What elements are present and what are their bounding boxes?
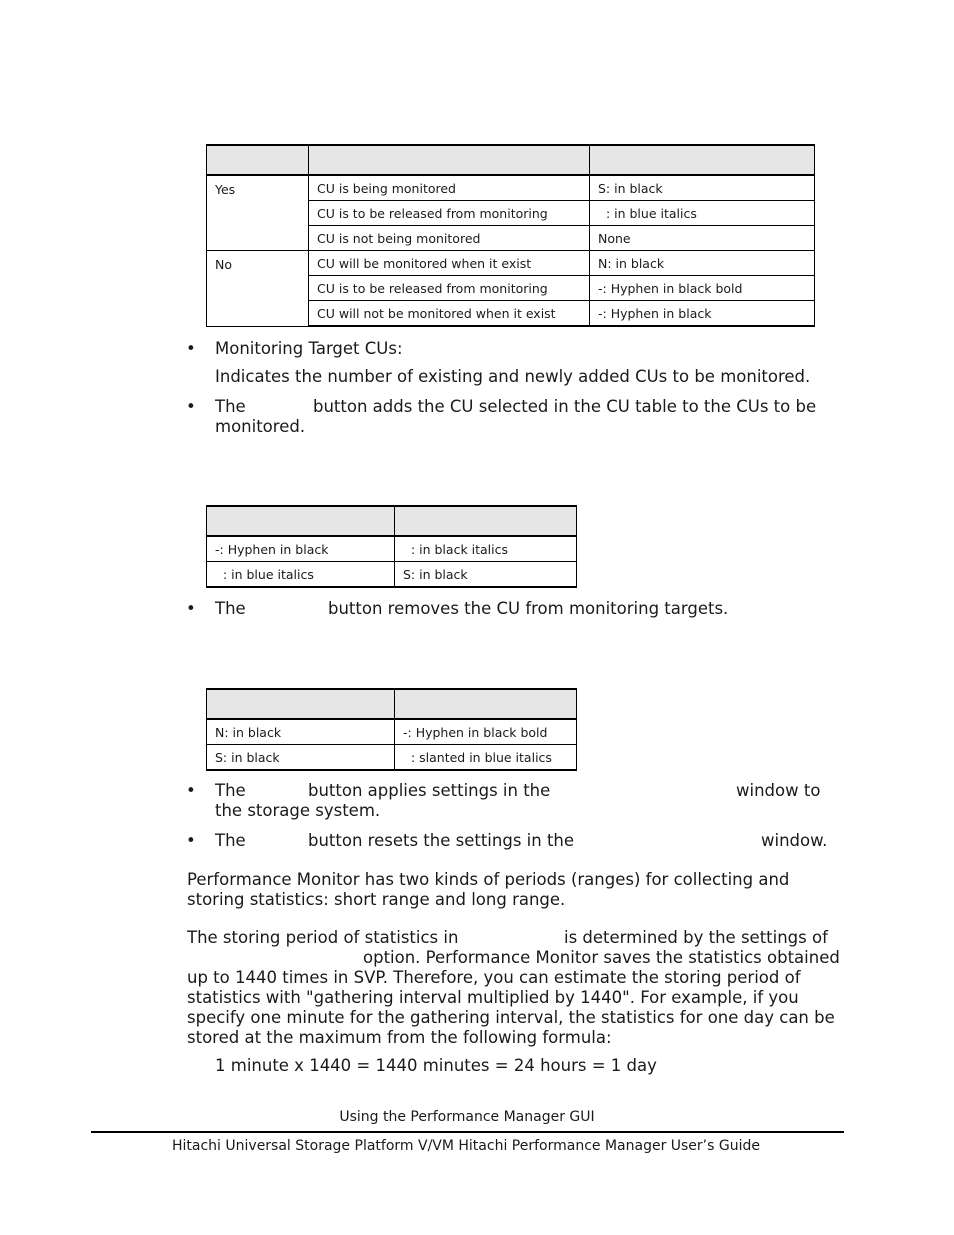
display-cell: None	[590, 226, 815, 251]
status-cell: CU is not being monitored	[309, 226, 590, 251]
paragraph-line: option. Performance Monitor saves the statistics obtained	[363, 948, 840, 967]
bullet-dot-icon: •	[186, 397, 196, 416]
after-cell: -: Hyphen in black bold	[395, 719, 577, 745]
bullet-dot-icon: •	[186, 339, 196, 358]
monitoring-target-desc: Indicates the number of existing and newly added CUs to be monitored.	[215, 367, 811, 386]
bullet-dot-icon: •	[186, 831, 196, 850]
paragraph-line: storing statistics: short range and long range.	[187, 890, 566, 909]
paragraph-line: specify one minute for the gathering interval, the statistics for one day can be	[187, 1008, 835, 1027]
paragraph-line: The storing period of statistics in	[187, 928, 459, 947]
table-row	[207, 251, 815, 276]
reset-the: The	[215, 831, 246, 850]
remove-transition-table	[206, 688, 577, 771]
apply-desc: button applies settings in the	[308, 781, 551, 800]
add-desc: button adds the CU selected in the CU table to the CUs to be	[313, 397, 817, 416]
table-row	[207, 536, 577, 562]
paragraph-periods	[187, 870, 789, 910]
status-cell: CU is to be released from monitoring	[309, 276, 590, 301]
display-cell: -: Hyphen in black bold	[590, 276, 815, 301]
before-cell: N: in black	[207, 719, 395, 745]
after-cell: : in black italics	[395, 536, 577, 562]
formula: 1 minute x 1440 = 1440 minutes = 24 hours = 1 day	[215, 1056, 657, 1075]
bullet-dot-icon: •	[186, 599, 196, 618]
footer-guide-title: Hitachi Universal Storage Platform V/VM Hitachi Performance Manager User’s Guide	[172, 1138, 760, 1154]
bullet-remove-button	[186, 599, 836, 621]
apply-desc-end: window to	[736, 781, 821, 800]
paragraph-line: Performance Monitor has two kinds of periods (ranges) for collecting and	[187, 870, 790, 889]
display-cell: S: in black	[590, 175, 815, 201]
bullet-add-button	[186, 397, 836, 439]
group-cell: Yes	[207, 175, 309, 251]
status-cell: CU is being monitored	[309, 175, 590, 201]
status-cell: CU will not be monitored when it exist	[309, 301, 590, 327]
before-cell: : in blue italics	[207, 562, 395, 588]
bullet-reset-button	[186, 831, 836, 853]
table-row	[207, 562, 577, 588]
table-header-row	[207, 145, 815, 175]
display-cell: : in blue italics	[590, 201, 815, 226]
before-cell: -: Hyphen in black	[207, 536, 395, 562]
bullet-apply-button	[186, 781, 836, 823]
footer-section-title: Using the Performance Manager GUI	[339, 1109, 595, 1125]
reset-desc-end: window.	[761, 831, 828, 850]
after-cell: : slanted in blue italics	[395, 745, 577, 771]
status-cell: CU will be monitored when it exist	[309, 251, 590, 276]
after-cell: S: in black	[395, 562, 577, 588]
display-cell: -: Hyphen in black	[590, 301, 815, 327]
paragraph-line: statistics with "gathering interval multiplied by 1440". For example, if you	[187, 988, 799, 1007]
group-cell: No	[207, 251, 309, 327]
display-cell: N: in black	[590, 251, 815, 276]
cu-status-table	[206, 144, 815, 327]
reset-desc: button resets the settings in the	[308, 831, 575, 850]
paragraph-line: is determined by the settings of	[564, 928, 828, 947]
table-row	[207, 745, 577, 771]
add-the: The	[215, 397, 246, 416]
bullet-monitoring-target	[186, 339, 836, 399]
paragraph-line: up to 1440 times in SVP. Therefore, you can estimate the storing period of	[187, 968, 801, 987]
apply-the: The	[215, 781, 246, 800]
footer-divider	[91, 1131, 844, 1133]
remove-the: The	[215, 599, 246, 618]
paragraph-storing-period	[187, 928, 847, 1048]
remove-desc: button removes the CU from monitoring targets.	[328, 599, 729, 618]
add-desc-cont: monitored.	[215, 417, 306, 436]
table-row	[207, 175, 815, 201]
table-header-row	[207, 689, 577, 719]
apply-desc-cont: the storage system.	[215, 801, 381, 820]
paragraph-line: stored at the maximum from the following formula:	[187, 1028, 612, 1047]
monitoring-target-label: Monitoring Target CUs:	[215, 339, 403, 358]
table-row	[207, 719, 577, 745]
bullet-dot-icon: •	[186, 781, 196, 800]
add-transition-table	[206, 505, 577, 588]
before-cell: S: in black	[207, 745, 395, 771]
status-cell: CU is to be released from monitoring	[309, 201, 590, 226]
table-header-row	[207, 506, 577, 536]
